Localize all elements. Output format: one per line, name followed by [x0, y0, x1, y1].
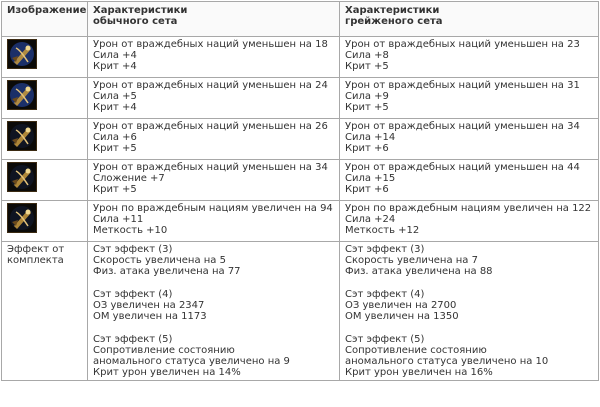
- set-effect-line: аномального статуса увеличено на 9: [93, 356, 290, 367]
- item-normal-stats: [88, 160, 340, 201]
- stat-line: Крит +5: [93, 143, 137, 154]
- header-image: Изображение: [2, 2, 88, 37]
- stat-line: Урон от враждебных наций уменьшен на 24: [93, 80, 328, 91]
- stat-line: Крит +5: [345, 102, 389, 113]
- header-normal-set-text: Характеристики обычного сета: [93, 5, 188, 27]
- item-normal-stats: [88, 201, 340, 242]
- table-header-row: [2, 2, 599, 37]
- stat-line: Крит +4: [93, 102, 137, 113]
- amulet-icon: [7, 203, 37, 233]
- stat-line: Сила +15: [345, 173, 396, 184]
- item-upgraded-stats: [340, 119, 599, 160]
- set-effect-line: ОЗ увеличен на 2347: [93, 300, 205, 311]
- stat-line: Урон от враждебных наций уменьшен на 34: [93, 162, 328, 173]
- set-effect-label: [2, 242, 88, 381]
- set-effect-line: ОМ увеличен на 1350: [345, 311, 459, 322]
- set-effect-line: Крит урон увеличен на 14%: [93, 367, 241, 378]
- amulet-icon: [7, 39, 37, 69]
- set-effect-line: аномального статуса увеличено на 10: [345, 356, 549, 367]
- item-upgraded-stats: [340, 201, 599, 242]
- stat-line: Сила +14: [345, 132, 396, 143]
- set-effect-group: [345, 289, 594, 322]
- item-normal-stats: [88, 119, 340, 160]
- set-effect-group: [93, 244, 335, 277]
- set-effect-line: Физ. атака увеличена на 77: [93, 266, 241, 277]
- set-effect-group: [345, 334, 594, 378]
- stat-line: Урон от враждебных наций уменьшен на 44: [345, 162, 580, 173]
- stat-line: Сила +8: [345, 50, 389, 61]
- stat-line: Урон от враждебных наций уменьшен на 23: [345, 39, 580, 50]
- stat-line: Крит +5: [345, 61, 389, 72]
- table-row: [2, 78, 599, 119]
- table-row: [2, 160, 599, 201]
- set-effect-line: ОЗ увеличен на 2700: [345, 300, 457, 311]
- item-image-cell: [2, 78, 88, 119]
- set-effect-upgraded: [340, 242, 599, 381]
- stat-line: Сила +24: [345, 214, 396, 225]
- set-effect-group: [93, 334, 335, 378]
- stat-line: Сила +9: [345, 91, 389, 102]
- set-effect-line: ОМ увеличен на 1173: [93, 311, 207, 322]
- header-normal-set: [88, 2, 340, 37]
- set-effect-line: Скорость увеличена на 7: [345, 255, 478, 266]
- stat-line: Сила +5: [93, 91, 137, 102]
- item-image-cell: [2, 119, 88, 160]
- amulet-icon: [7, 162, 37, 192]
- stat-line: Урон от враждебных наций уменьшен на 31: [345, 80, 580, 91]
- set-effect-group: [345, 244, 594, 277]
- amulet-icon: [7, 80, 37, 110]
- item-upgraded-stats: [340, 78, 599, 119]
- table-row: [2, 119, 599, 160]
- stat-line: Сила +4: [93, 50, 137, 61]
- item-image-cell: [2, 160, 88, 201]
- set-effect-normal: [88, 242, 340, 381]
- set-effect-line: Сопротивление состоянию: [93, 345, 235, 356]
- item-normal-stats: [88, 78, 340, 119]
- item-upgraded-stats: [340, 37, 599, 78]
- stat-line: Урон от враждебных наций уменьшен на 18: [93, 39, 328, 50]
- set-effect-line: Скорость увеличена на 5: [93, 255, 226, 266]
- stat-line: Сила +11: [93, 214, 144, 225]
- stat-line: Меткость +10: [93, 225, 168, 236]
- stat-line: Меткость +12: [345, 225, 420, 236]
- set-effect-line: Физ. атака увеличена на 88: [345, 266, 493, 277]
- header-upgraded-set: [340, 2, 599, 37]
- set-effect-title: Сэт эффект (4): [93, 289, 173, 300]
- set-comparison-table: [1, 1, 599, 381]
- item-image-cell: [2, 201, 88, 242]
- set-effect-line: Крит урон увеличен на 16%: [345, 367, 493, 378]
- set-effect-title: Сэт эффект (3): [93, 244, 173, 255]
- item-image-cell: [2, 37, 88, 78]
- stat-line: Крит +5: [93, 184, 137, 195]
- set-effect-title: Сэт эффект (4): [345, 289, 425, 300]
- set-effect-line: Сопротивление состоянию: [345, 345, 487, 356]
- item-normal-stats: [88, 37, 340, 78]
- stat-line: Крит +6: [345, 184, 389, 195]
- amulet-icon: [7, 121, 37, 151]
- stat-line: Урон по враждебным нациям увеличен на 94: [93, 203, 333, 214]
- stat-line: Урон от враждебных наций уменьшен на 34: [345, 121, 580, 132]
- stat-line: Сложение +7: [93, 173, 165, 184]
- table-row: [2, 37, 599, 78]
- stat-line: Крит +6: [345, 143, 389, 154]
- stat-line: Урон по враждебным нациям увеличен на 122: [345, 203, 592, 214]
- set-effect-group: [93, 289, 335, 322]
- stat-line: Крит +4: [93, 61, 137, 72]
- item-upgraded-stats: [340, 160, 599, 201]
- set-effect-row: [2, 242, 599, 381]
- table-row: [2, 201, 599, 242]
- header-upgraded-set-text: Характеристики грейженого сета: [345, 5, 443, 27]
- set-effect-title: Сэт эффект (5): [345, 334, 425, 345]
- stat-line: Урон от враждебных наций уменьшен на 26: [93, 121, 328, 132]
- stat-line: Сила +6: [93, 132, 137, 143]
- set-effect-title: Сэт эффект (5): [93, 334, 173, 345]
- set-effect-title: Сэт эффект (3): [345, 244, 425, 255]
- set-effect-label-text: Эффект от комплекта: [7, 244, 65, 266]
